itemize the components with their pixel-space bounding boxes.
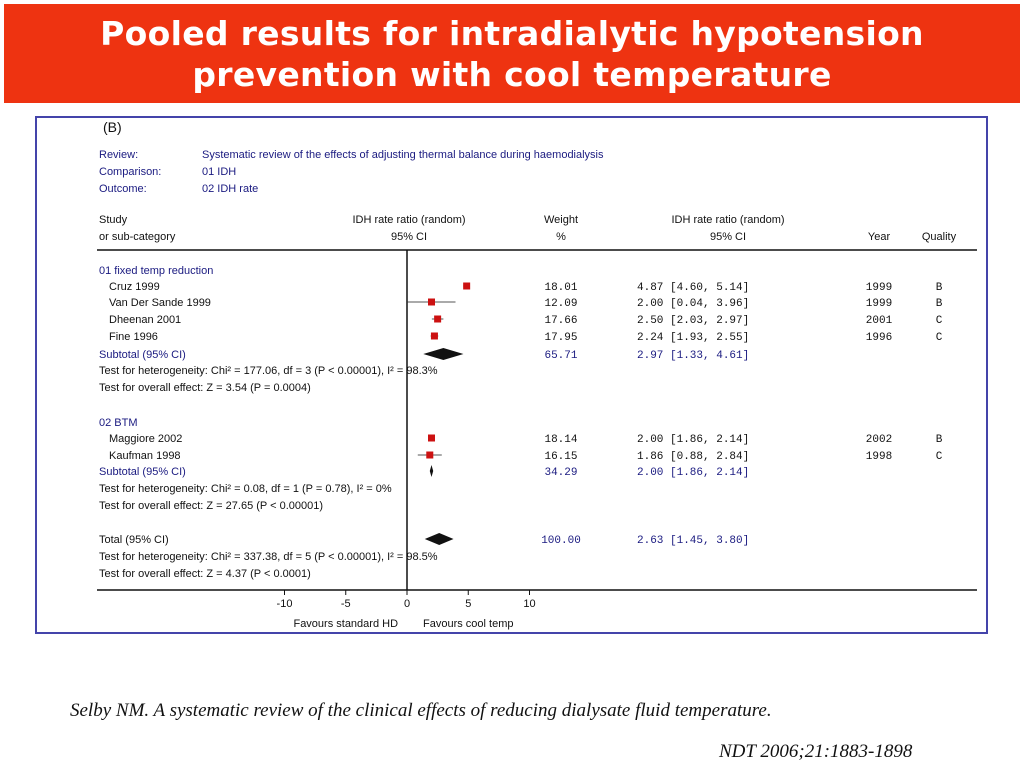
total-label: Total (95% CI) [99, 534, 169, 546]
study-ci-text: 2.24 [1.93, 2.55] [637, 332, 750, 344]
overall-effect-test: Test for overall effect: Z = 3.54 (P = 0.0004) [99, 382, 311, 394]
study-quality: B [935, 282, 943, 294]
subtotal-weight: 65.71 [544, 350, 578, 362]
study-name: Maggiore 2002 [109, 433, 183, 445]
meta-key: Outcome: [99, 183, 147, 195]
axis-tick-label: -5 [340, 598, 351, 610]
study-quality: B [935, 434, 943, 446]
study-year: 1996 [865, 332, 893, 344]
citation-text: Selby NM. A systematic review of the clinical effects of reducing dialysate fluid temperature. [70, 700, 772, 721]
study-year: 1998 [865, 451, 893, 463]
study-quality: C [935, 332, 943, 344]
xlabel-favours-cool: Favours cool temp [423, 618, 514, 630]
group-name: 01 fixed temp reduction [99, 265, 214, 277]
study-quality: C [935, 451, 943, 463]
study-ci-text: 4.87 [4.60, 5.14] [637, 282, 750, 294]
study-weight: 17.66 [544, 315, 578, 327]
study-year: 2002 [865, 434, 893, 446]
header-quality: Quality [921, 231, 957, 243]
study-name: Van Der Sande 1999 [109, 297, 211, 309]
study-weight: 17.95 [544, 332, 578, 344]
study-year: 1999 [865, 298, 893, 310]
study-name: Kaufman 1998 [109, 450, 181, 462]
study-year: 1999 [865, 282, 893, 294]
study-weight: 12.09 [544, 298, 578, 310]
study-marker [426, 452, 433, 459]
study-name: Dheenan 2001 [109, 314, 182, 326]
heterogeneity-test: Test for heterogeneity: Chi² = 0.08, df = 1 (P = 0.78), I² = 0% [99, 483, 392, 495]
subtotal-weight: 34.29 [544, 467, 578, 479]
subtotal-ci-text: 2.00 [1.86, 2.14] [637, 467, 750, 479]
total-ci-text: 2.63 [1.45, 3.80] [637, 535, 750, 547]
study-weight: 16.15 [544, 451, 578, 463]
study-marker [428, 435, 435, 442]
xlabel-favours-standard: Favours standard HD [293, 618, 399, 630]
header-ci-text: 95% CI [709, 231, 747, 243]
slide-title-line-2: prevention with cool temperature [192, 54, 832, 94]
axis-tick-label: 0 [403, 598, 411, 610]
meta-value: 02 IDH rate [202, 183, 259, 195]
meta-key: Comparison: [99, 166, 162, 178]
study-ci-text: 2.00 [1.86, 2.14] [637, 434, 750, 446]
panel-label: (B) [103, 119, 122, 135]
subtotal-label: Subtotal (95% CI) [99, 466, 186, 478]
study-quality: C [935, 315, 943, 327]
header-weight-pct: % [556, 231, 566, 243]
heterogeneity-test: Test for heterogeneity: Chi² = 177.06, df = 3 (P < 0.00001), I² = 98.3% [99, 365, 438, 377]
study-name: Cruz 1999 [109, 281, 160, 293]
header-study: Study [99, 214, 128, 226]
study-ci-text: 2.50 [2.03, 2.97] [637, 315, 750, 327]
meta-value: Systematic review of the effects of adjusting thermal balance during haemodialysis [202, 149, 604, 161]
study-ci-text: 1.86 [0.88, 2.84] [637, 451, 750, 463]
study-weight: 18.01 [544, 282, 578, 294]
forest-plot-figure [35, 116, 988, 634]
study-weight: 18.14 [544, 434, 578, 446]
axis-tick-label: -10 [276, 598, 293, 610]
study-marker [463, 283, 470, 290]
slide-title-line-1: Pooled results for intradialytic hypotension [100, 13, 924, 53]
subtotal-diamond [423, 348, 463, 360]
meta-key: Review: [99, 149, 139, 161]
header-subcategory: or sub-category [99, 231, 176, 243]
forest-plot [37, 118, 986, 632]
study-year: 2001 [865, 315, 893, 327]
total-diamond [425, 533, 454, 545]
header-ci-plot: 95% CI [390, 231, 428, 243]
citation-journal: NDT 2006;21:1883-1898 [719, 741, 913, 762]
overall-effect-test: Test for overall effect: Z = 27.65 (P < 0.00001) [99, 500, 324, 512]
subtotal-ci-text: 2.97 [1.33, 4.61] [637, 350, 750, 362]
header-weight: Weight [543, 214, 579, 226]
study-marker [431, 333, 438, 340]
axis-tick-label: 5 [465, 598, 472, 610]
total-overall-effect-test: Test for overall effect: Z = 4.37 (P < 0.0001) [99, 568, 311, 580]
title-banner [4, 4, 1020, 103]
study-name: Fine 1996 [109, 331, 158, 343]
group-name: 02 BTM [99, 417, 138, 429]
study-marker [428, 299, 435, 306]
meta-value: 01 IDH [202, 166, 237, 178]
header-year: Year [867, 231, 891, 243]
subtotal-label: Subtotal (95% CI) [99, 349, 186, 361]
total-heterogeneity-test: Test for heterogeneity: Chi² = 337.38, df = 5 (P < 0.00001), I² = 98.5% [99, 551, 438, 563]
header-ratio-plot: IDH rate ratio (random) [352, 214, 466, 226]
total-weight: 100.00 [541, 535, 581, 547]
axis-tick-label: 10 [523, 598, 536, 610]
study-marker [434, 316, 441, 323]
study-ci-text: 2.00 [0.04, 3.96] [637, 298, 750, 310]
header-ratio-text: IDH rate ratio (random) [671, 214, 785, 226]
subtotal-diamond [430, 465, 433, 477]
study-quality: B [935, 298, 943, 310]
